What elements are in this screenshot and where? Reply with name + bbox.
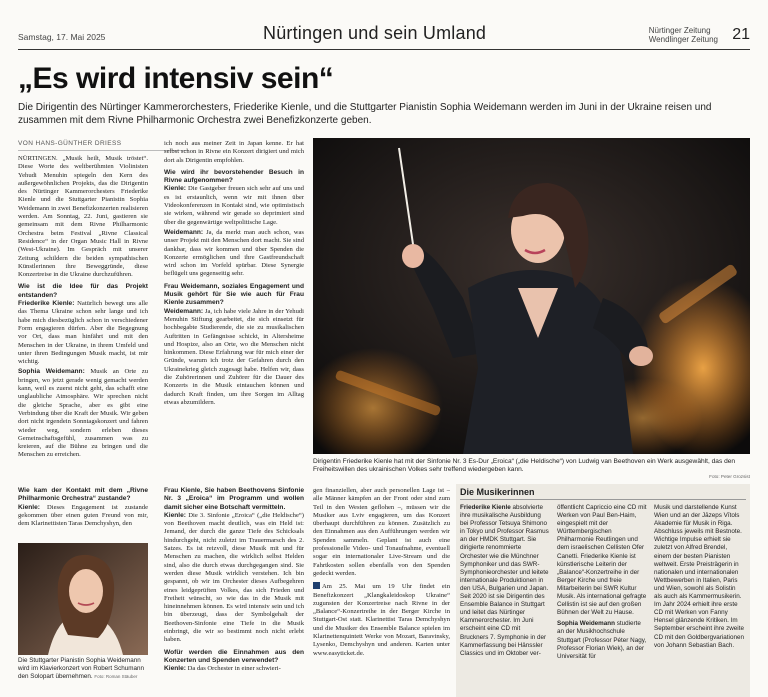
article-column-3-lower	[313, 487, 450, 697]
musician-bio: studierte an der Musikhochschule Stuttgart (Professor Péter Nagy, Professor Florian Wiek), an der Universität für	[557, 620, 647, 660]
interview-answer	[18, 368, 148, 459]
newspaper-name-line1: Nürtinger Zeitung	[648, 26, 711, 35]
newspaper-name-line2: Wendlinger Zeitung	[648, 35, 718, 44]
speaker-name: Sophia Weidemann:	[18, 368, 85, 376]
musician-entry	[557, 620, 647, 660]
interview-question: Wie kam der Kontakt mit dem „Rivne Philharmonic Orchestra“ zustande?	[18, 487, 148, 503]
speaker-name: Kienle:	[164, 665, 186, 673]
answer-text: Ja, ich habe viele Jahre in der Yehudi Menuhin Stiftung gearbeitet, die sich einsetzt für hochbegabte Studierende, die sie zu musikalischen Auftritten in Gefängnisse schickt, in Altersheime und Hospize, also an Orte, wo die Menschen nicht hinkommen. Diese Erfahrung war für mich einer der Gründe, warum ich trotz der Gefahren durch den Ukrainekrieg gleich zugesagt habe. Helfen wir, dass die Zuhörerinnen und Zuhörer für die Dauer des Konzerts in die Musik eintauchen können und dadurch Kraft finden, um ihre Sorgen im Alltag etwas abzumildern.	[164, 307, 304, 406]
interview-answer	[164, 308, 304, 408]
pianist-caption-text: Die Stuttgarter Pianistin Sophia Weidemann wird im Klavierkonzert von Robert Schumann den Solopart übernehmen.	[18, 657, 144, 680]
article-headline: „Es wird intensiv sein“	[18, 62, 334, 95]
article-intro: NÜRTINGEN. „Musik heilt, Musik tröstet“. Diese Worte des weltberühmten Violinisten Yehudi Menuhin spiegeln den Kern des außergewöhnlichen Projekts, das die Dirigentin des Nürtinger Kammerorchesters Friederike Kienle und die Stuttgarter Pianistin Sophia Weidemann in zwei Benefizkonzerten realisieren werden. Am Sonntag, 22. Juni, gastieren sie gemeinsam mit dem Rivne Philharmonic Orchestra beim Festival „Rivne Classical Residence“ in der Organ Music Hall in Rivne (West-Ukraine). Im Gespräch mit unserer Zeitung schildern die beiden sympathischen Künstlerinnen ihre Beweggründe, diese Konzertreise in die Ukraine durchzuführen.	[18, 155, 148, 279]
speaker-name: Weidemann:	[164, 307, 204, 315]
musician-name: Sophia Weidemann	[557, 620, 615, 628]
issue-date: Samstag, 17. Mai 2025	[18, 32, 106, 42]
answer-text: Die 3. Sinfonie „Eroica“ („die Heldische“) von Beethoven macht deutlich, was ein Held ist: Jemand, der durch die ganze Tiefe des Schicksals hindurchgeht, nicht zuletzt im Trauermarsch des 2. Satzes. Es ist reizvoll, diese Musik mit und für Menschen zu machen, die wirklich selbst Helden sind, also die durch etwas durchgegangen sind. Sie werden diese Musik wirklich verstehen. Ich bin gespannt, ob wir im Orchester dieses Aufbegehren eines leidgeprüften Volkes, das sich Frieden und Freiheit wünscht, so wie das in die Musik mit hineinnehmen können. Es wird intensiv sein und ich bin überzeugt, dass der Symbolgehalt der Beethoven-Sinfonie eine Tiefe in die Musik einbringt, die wir so bestimmt noch nicht erlebt haben.	[164, 511, 304, 644]
main-photo-caption: Dirigentin Friederike Kienle hat mit der Sinfonie Nr. 3 Es-Dur „Eroica“ („die Heldische“) von Ludwig van Beethoven ein Werk ausgewählt, das den Freiheitswillen des ukrainischen Volkes sehr treffend wiedergeben kann.	[313, 458, 736, 474]
interview-question: Frau Weidemann, soziales Engagement und Musik gehört für Sie wie auch für Frau Kienle zusammen?	[164, 282, 304, 307]
answer-text: Die Gastgeber freuen sich sehr auf uns und es ist erstaunlich, wenn wir mit ihnen über Videokonferenzen in Kontakt sind, wie optimistisch sie wirken, während wir gerade so deprimiert sind über die gegenwärtige weltpolitische Lage.	[164, 185, 304, 226]
article-lead: Die Dirigentin des Nürtinger Kammerorchesters, Friederike Kienle, und die Stuttgarter Pianistin Sophia Weidemann werden im Juni in der Ukraine reisen und zusammen mit dem Rivne Philharmonic Orchestra zwei Benefizkonzerte geben.	[18, 102, 712, 126]
answer-continued: ich noch aus meiner Zeit in Japan kenne. Er hat selbst schon in Rivne ein Konzert dirigiert und mich dort als Dirigentin empfohlen.	[164, 140, 304, 164]
event-notice	[313, 582, 450, 658]
musicians-info-box	[456, 484, 750, 697]
interview-answer	[18, 504, 148, 529]
article-column-2-lower	[164, 487, 304, 697]
pianist-photo-caption	[18, 657, 148, 681]
pianist-photo-illustration	[18, 543, 148, 655]
pianist-photo-credit: Foto: Roman Stäuber	[94, 674, 138, 679]
speaker-name: Kienle:	[18, 503, 40, 511]
section-title: Nürtingen und sein Umland	[263, 23, 487, 43]
article-byline: VON HANS-GÜNTHER DRIESS	[18, 140, 188, 151]
interview-answer	[164, 665, 304, 673]
answer-text: Da das Orchester in einer schwieri-	[187, 665, 281, 673]
speaker-name: Kienle:	[164, 511, 186, 519]
musician-name: Friederike Kienle	[460, 504, 511, 511]
speaker-name: Friederike Kienle:	[18, 300, 75, 308]
info-square-icon	[313, 582, 320, 589]
interview-question: Frau Kienle, Sie haben Beethovens Sinfonie Nr. 3 „Eroica“ im Programm und wollen damit sicher eine Botschaft vermitteln.	[164, 487, 304, 511]
musician-bio: öffentlicht Capriccio eine CD mit Werken von Paul Ben-Haim, eingespielt mit der Württembergischen Philharmonie Reutlingen und dem israelischen Cellisten Ofer Canetti. Friederike Kienle ist künstlerische Leiterin der „Balance“-Konzertreihe in der Berger Kirche und freie Mitarbeiterin bei SWR Kultur Musik. Als international gefragte Cellistin ist sie auf den großen Bühnen der Welt zu Hause.	[557, 504, 647, 617]
answer-text: Natürlich bewegt uns alle das Thema Ukraine schon sehr lange und ich habe mich diesbezüglich schon in verschiedener Form engagieren dürfen. Aber die Begegnung vor Ort, dass man hinfährt und mit den Menschen in der Ukraine, in ihrem Umfeld und unter ihren Bedingungen Musik macht, ist mir wichtig.	[18, 300, 148, 366]
pianist-photo	[18, 543, 148, 655]
info-box-column-3	[654, 504, 744, 694]
main-photo-credit: Foto: Peter Grozsist	[709, 474, 750, 479]
conductor-photo-illustration	[313, 138, 750, 454]
page-number: 21	[732, 26, 750, 43]
page-header	[18, 20, 750, 50]
speaker-name: Weidemann:	[164, 228, 204, 236]
divider	[460, 499, 746, 500]
interview-question: Wie ist die Idee für das Projekt entstanden?	[18, 283, 148, 299]
conductor-photo	[313, 138, 750, 454]
interview-answer	[18, 300, 148, 366]
answer-text: Dieses Engagement ist zustande gekommen über einen guten Freund von mir, dem Klarinettisten Taras Demchyshyn, den	[18, 503, 148, 528]
interview-answer	[164, 512, 304, 645]
event-notice-text: Am 25. Mai um 19 Uhr findet ein Benefizkonzert „Klangkaleidoskop Ukraine“ zugunsten der Konzertreise nach Rivne in der „Balance“-Konzertreihe in der Berger Kirche in Stuttgart-Ost statt. Klarinettist Taras Demchyshyn und die Musiker des Ensemble Balance spielen im Klarinettenquintett Werke von Mozart, Baravinsky, Lysenko, Demchyshyn und anderen. Karten unter www.easyticket.de.	[313, 583, 450, 657]
interview-answer	[164, 185, 304, 226]
info-box-title: Die Musikerinnen	[460, 487, 535, 497]
interview-answer	[164, 229, 304, 279]
newspaper-name	[649, 26, 718, 44]
article-column-1-lower	[18, 487, 148, 537]
answer-continued: gen finanziellen, aber auch personellen Lage ist – alle Männer kämpfen an der Front oder sind zum Teil in den Westen geflohen –, müssen wir die Musiker aus Lviv engagieren, um das Konzert überhaupt durchführen zu können. Zusätzlich zu den Einnahmen aus den Aufführungen werden wir Spenden sammeln. Geplant ist auch eine professionelle Video- und Tonaufnahme, eventuell sogar ein internationaler Live-Stream und die Fahrtkosten sollen ebenfalls von den Spenden gedeckt werden.	[313, 487, 450, 577]
answer-text: Ja, da merkt man auch schon, was unser Projekt mit den Menschen dort macht. Sie sind dankbar, dass wir kommen und über Spenden die Konzerte ermöglichen und ihre Gastfreundschaft wird schon im Vorfeld spürbar. Diese Synergie beflügelt uns gegenseitig sehr.	[164, 228, 304, 278]
musician-bio: absolvierte ihre musikalische Ausbildung bei Professor Tetsuya Shimono in Tokyo und Professor Rasmus an der HMDK Stuttgart. Sie dirigierte renommierte Orchester wie die Münchner Symphoniker und das SWR-Symphonieorchester und leitete internationale Produktionen in den USA, Bulgarien und Japan. Seit 2020 ist sie Dirigentin des Ensemble Balance in Stuttgart und leitet das Nürtinger Kammerorchester. Im Juni erscheint eine CD mit Bruckners 7. Symphonie in der Kammerfassung bei Hänssler Classics und im Oktober ver-	[460, 504, 549, 657]
answer-text: Musik an Orte zu bringen, wo jetzt gerade wenig gemacht werden kann, weil es zuerst nicht geht, das schafft eine unglaubliche Atmosphäre. Wir sprechen nicht die gleiche Sprache, aber es gibt eine Verbindung über die Kraft der Musik. Wir geben dort nicht irgendein Sonntagskonzert und fahren wieder weg, sondern erleben dieses Gemeinschaftsgefühl, zusammen was zu kreieren, auf die Bühne zu bringen und die Menschen zu erreichen.	[18, 368, 148, 459]
interview-question: Wofür werden die Einnahmen aus den Konzerten und Spenden verwendet?	[164, 648, 304, 664]
speaker-name: Kienle:	[164, 185, 186, 193]
interview-question: Wie wird ihr bevorstehender Besuch in Rivne aufgenommen?	[164, 168, 304, 185]
article-column-2	[164, 140, 304, 480]
info-box-column-2	[557, 504, 647, 694]
musician-bio: Musik und darstellende Kunst Wien und an der Jāzeps Vītols Akademie für Musik in Riga. Abschluss jeweils mit Bestnote. Wichtige Impulse erhielt sie zuletzt von Alfred Brendel, einem der besten Pianisten weltweit. Erste Preisträgerin in nationalen und internationalen Wettbewerben in Italien, Paris und Wien, sowohl als Solistin als auch als Kammermusikerin. Im Jahr 2024 erhielt ihre erste CD mit Werken von Fanny Hensel glänzende Kritiken. Im September erscheint ihre zweite CD mit den Goldbergvariationen von Johann Sebastian Bach.	[654, 504, 744, 649]
info-box-column-1	[460, 504, 550, 694]
